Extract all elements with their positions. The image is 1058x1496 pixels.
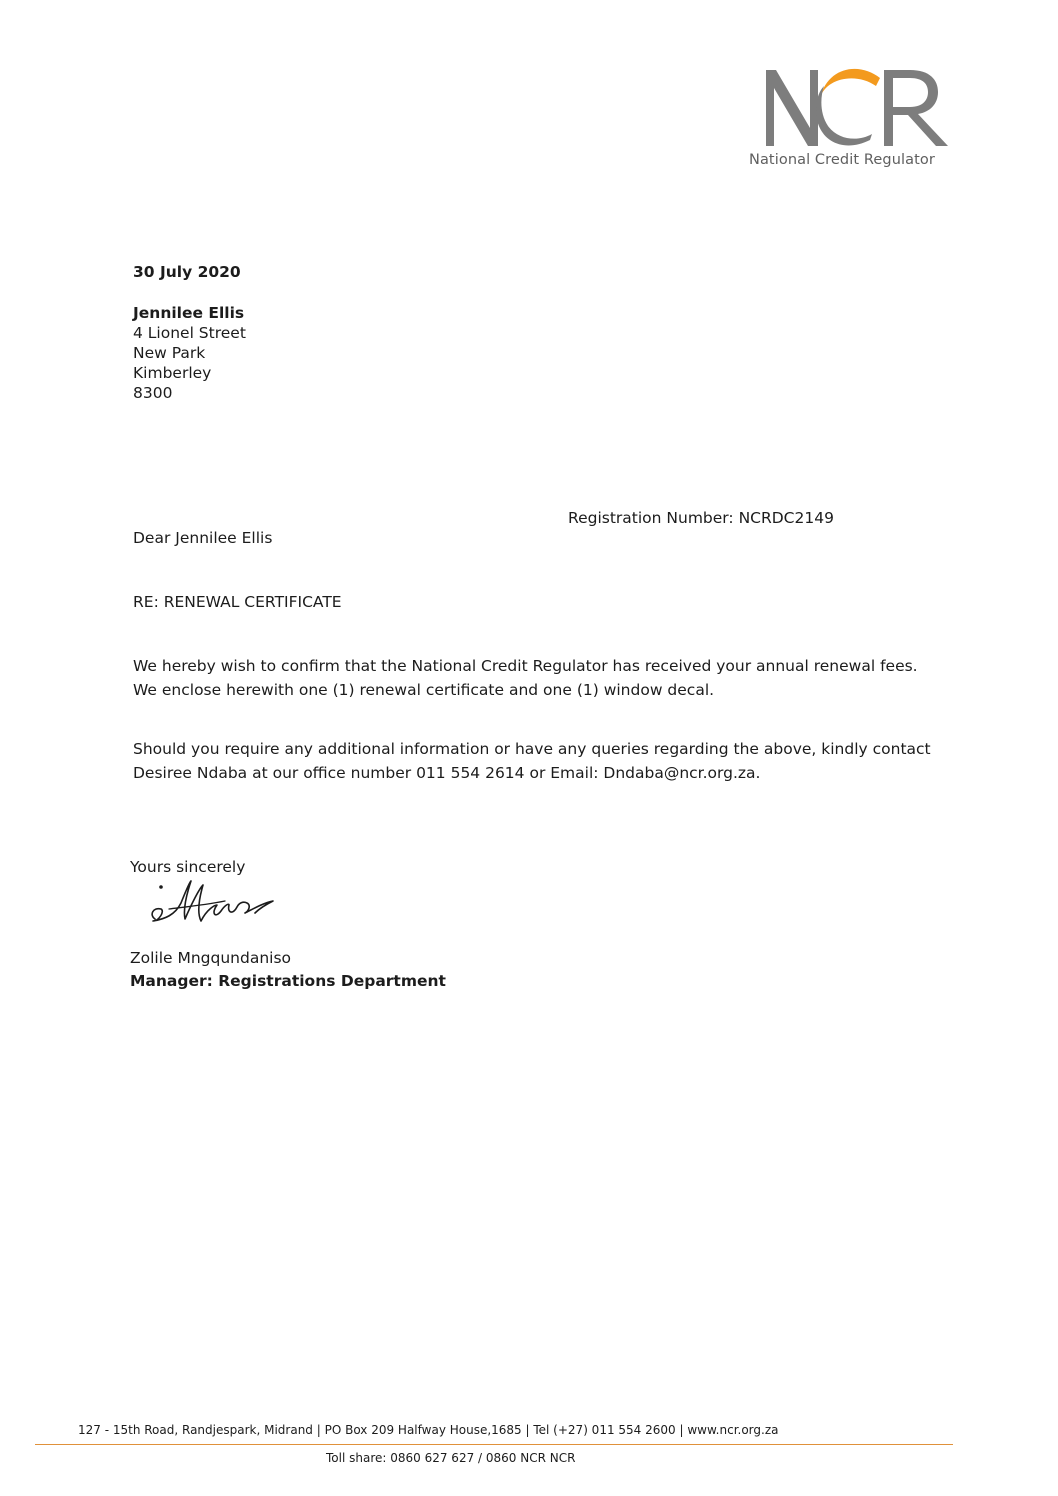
footer-tollshare: Toll share: 0860 627 627 / 0860 NCR NCR: [326, 1451, 576, 1465]
ncr-logo: [745, 58, 960, 178]
salutation: Dear Jennilee Ellis: [133, 529, 273, 547]
signatory-name: Zolile Mngqundaniso: [130, 949, 292, 967]
logo-tagline: National Credit Regulator: [749, 152, 935, 168]
body-paragraph: [133, 737, 931, 785]
closing: Yours sincerely: [130, 858, 246, 876]
paragraph-line: Desiree Ndaba at our office number 011 554 2614 or Email: Dndaba@ncr.org.za.: [133, 764, 761, 782]
paragraph-line: We hereby wish to confirm that the National Credit Regulator has received your annual renewal fees.: [133, 657, 918, 675]
body-paragraph: [133, 654, 918, 702]
handwritten-signature: [145, 875, 280, 933]
recipient-block: [133, 303, 246, 403]
registration-value: NCRDC2149: [738, 509, 834, 527]
footer-divider: [35, 1444, 953, 1445]
paragraph-line: Should you require any additional information or have any queries regarding the above, kindly contact: [133, 740, 931, 758]
recipient-name: Jennilee Ellis: [133, 304, 245, 322]
ncr-logo-mark: [760, 58, 950, 150]
address-line: Kimberley: [133, 364, 212, 382]
paragraph-line: We enclose herewith one (1) renewal certificate and one (1) window decal.: [133, 681, 715, 699]
signatory-title: Manager: Registrations Department: [130, 972, 446, 990]
registration-number: [568, 508, 834, 528]
registration-label: Registration Number:: [568, 509, 734, 527]
letter-date: 30 July 2020: [133, 263, 241, 281]
address-line: New Park: [133, 344, 206, 362]
address-line: 8300: [133, 384, 173, 402]
subject-line: RE: RENEWAL CERTIFICATE: [133, 593, 342, 611]
footer-address: 127 - 15th Road, Randjespark, Midrand | PO Box 209 Halfway House,1685 | Tel (+27) 011 554 2600 | www.ncr.org.za: [78, 1423, 779, 1437]
address-line: 4 Lionel Street: [133, 324, 246, 342]
